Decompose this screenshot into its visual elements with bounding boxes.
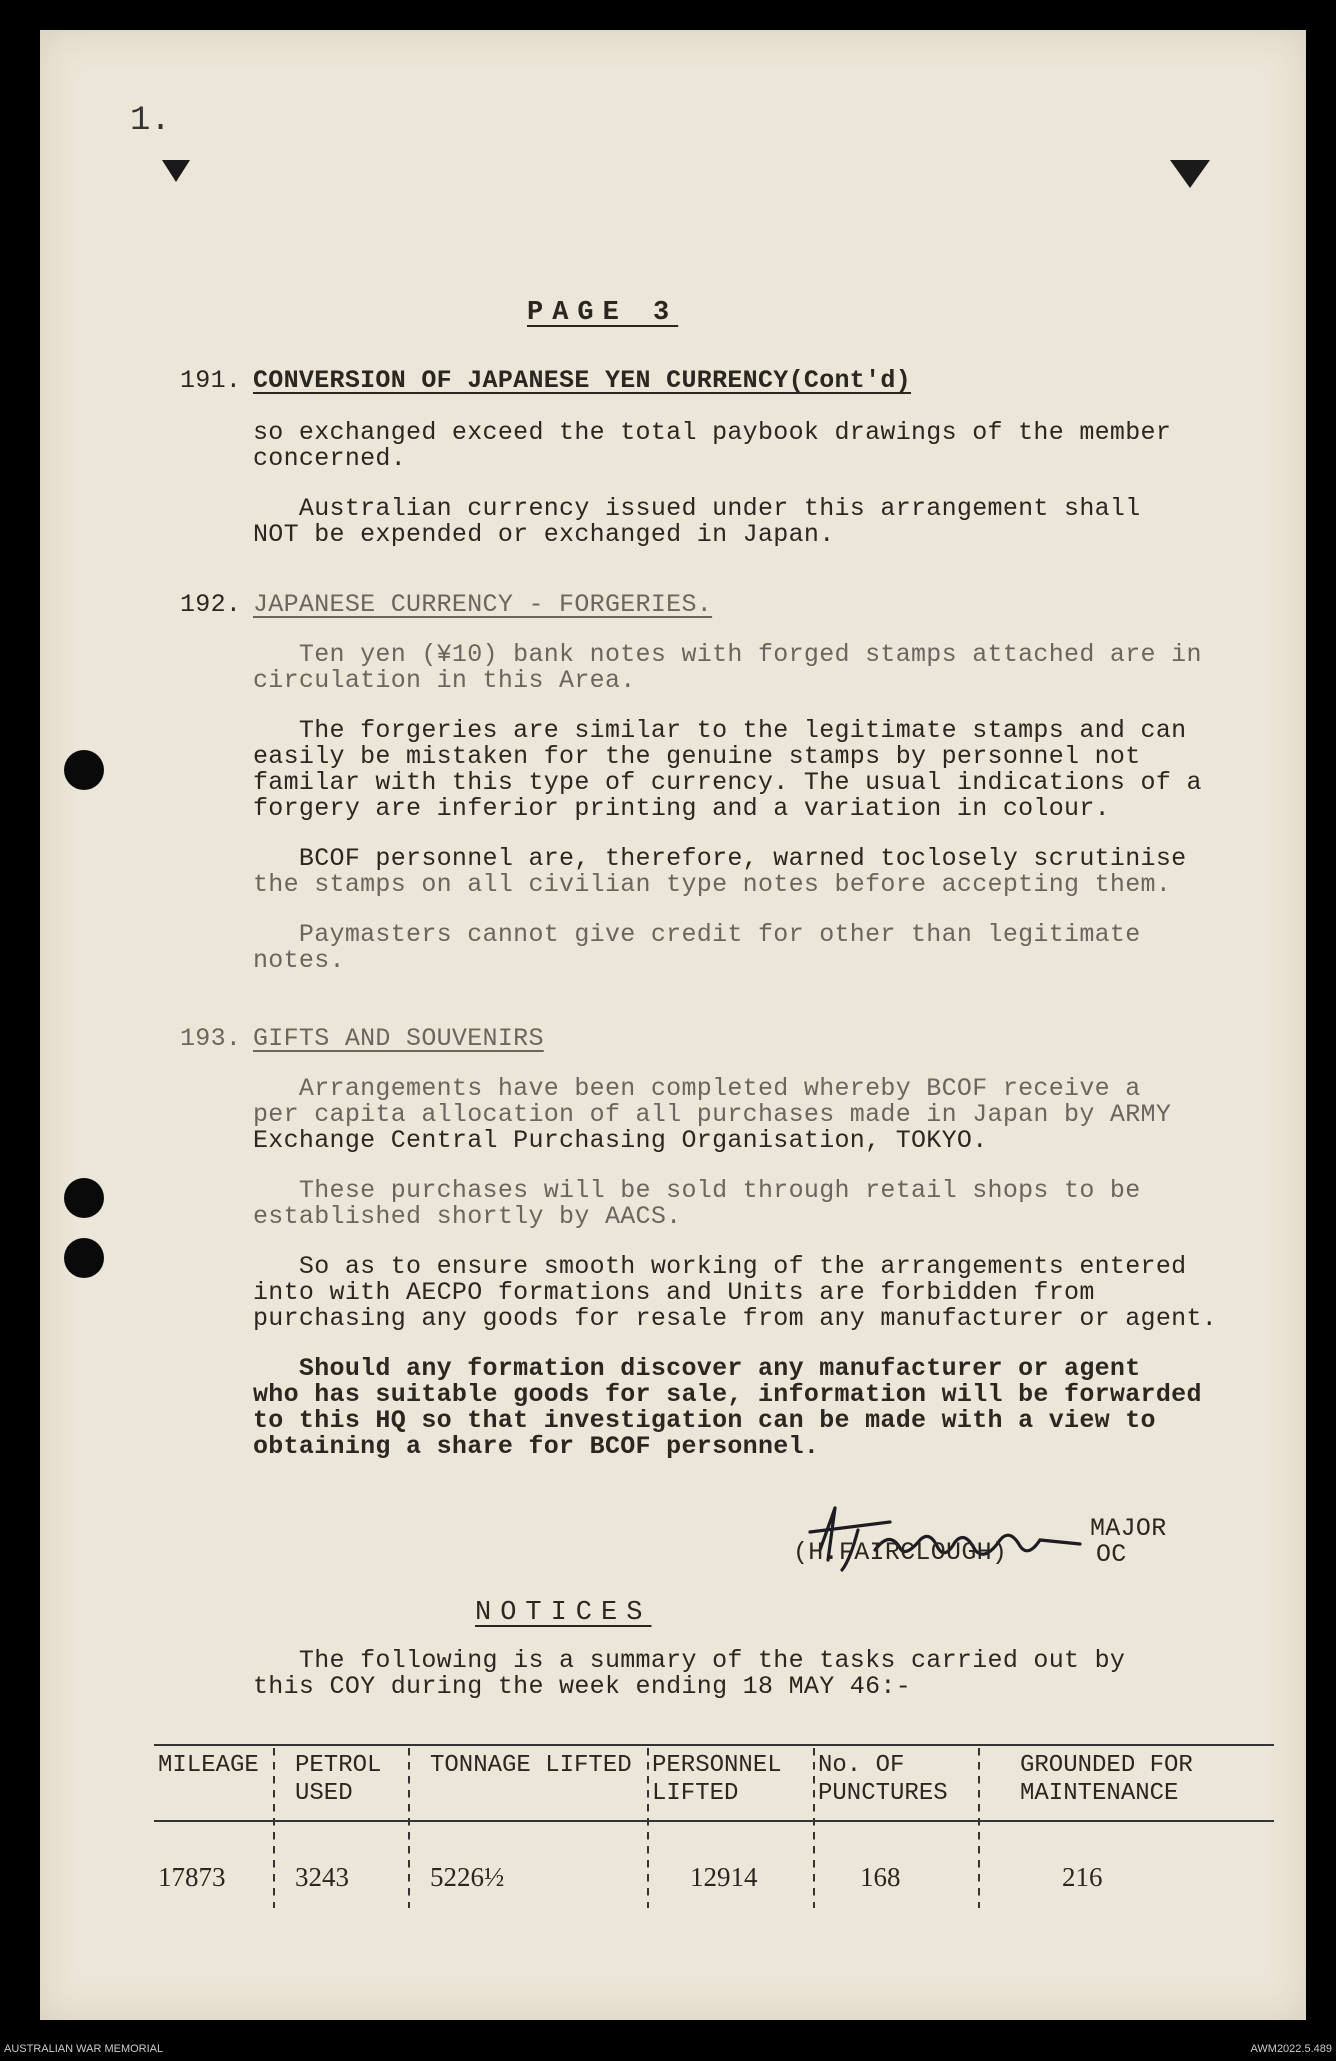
table-cell-tonnage: 5226½ bbox=[430, 1862, 505, 1892]
table-cell-mileage: 17873 bbox=[158, 1862, 226, 1892]
section-193-para4-line-4: obtaining a share for BCOF personnel. bbox=[253, 1432, 820, 1461]
table-header-petrol: PETROL USED bbox=[295, 1752, 382, 1807]
corner-mark: 1. bbox=[130, 102, 171, 140]
section-192-para2-line-3: familar with this type of currency. The usual indications of a bbox=[253, 768, 1202, 797]
section-192-para2-line-2: easily be mistaken for the genuine stamps by personnel not bbox=[253, 742, 1141, 771]
section-191-heading: CONVERSION OF JAPANESE YEN CURRENCY(Cont'd) bbox=[253, 366, 912, 395]
section-193-para2-line-1: These purchases will be sold through retail shops to be bbox=[253, 1176, 1141, 1205]
notices-title: NOTICES bbox=[475, 1598, 652, 1628]
staple-mark-left bbox=[162, 160, 190, 182]
section-192-para2-line-4: forgery are inferior printing and a variation in colour. bbox=[253, 794, 1110, 823]
table-header-personnel: PERSONNEL LIFTED bbox=[652, 1752, 782, 1807]
table-cell-petrol: 3243 bbox=[295, 1862, 349, 1892]
table-cell-punctures: 168 bbox=[860, 1862, 901, 1892]
signature-role: OC bbox=[1096, 1540, 1127, 1569]
section-193-para3-line-2: into with AECPO formations and Units are forbidden from bbox=[253, 1278, 1095, 1307]
footer-accession: AWM2022.5.489 bbox=[1250, 2043, 1332, 2055]
table-cell-personnel: 12914 bbox=[690, 1862, 758, 1892]
table-divider-4 bbox=[813, 1748, 815, 1908]
section-193-para4-line-2: who has suitable goods for sale, information will be forwarded bbox=[253, 1380, 1202, 1409]
table-divider-3 bbox=[647, 1748, 649, 1908]
section-192-para2-line-1: The forgeries are similar to the legitimate stamps and can bbox=[253, 716, 1187, 745]
section-193-para3-line-1: So as to ensure smooth working of the arrangements entered bbox=[253, 1252, 1187, 1281]
section-191-para2-line-2: NOT be expended or exchanged in Japan. bbox=[253, 520, 835, 549]
section-192-para4-line-2: notes. bbox=[253, 946, 345, 975]
section-191-number: 191. bbox=[180, 366, 242, 395]
section-192-heading: JAPANESE CURRENCY - FORGERIES. bbox=[253, 590, 713, 619]
section-193-para3-line-3: purchasing any goods for resale from any manufacturer or agent. bbox=[253, 1304, 1218, 1333]
section-192-para3-line-2: the stamps on all civilian type notes before accepting them. bbox=[253, 870, 1172, 899]
page-title: PAGE 3 bbox=[527, 298, 679, 328]
section-193-para1-line-2: per capita allocation of all purchases made in Japan by ARMY bbox=[253, 1100, 1172, 1129]
table-divider-2 bbox=[408, 1748, 410, 1908]
section-191-line-2: concerned. bbox=[253, 444, 407, 473]
signature-rank: MAJOR bbox=[1090, 1514, 1167, 1543]
section-193-para4-line-3: to this HQ so that investigation can be made with a view to bbox=[253, 1406, 1156, 1435]
section-193-heading: GIFTS AND SOUVENIRS bbox=[253, 1024, 544, 1053]
signature-name: (H.FAIRCLOUGH) bbox=[793, 1538, 1008, 1567]
notices-intro-line-1: The following is a summary of the tasks carried out by bbox=[253, 1646, 1126, 1675]
section-191-para2-line-1: Australian currency issued under this arrangement shall bbox=[253, 494, 1141, 523]
section-192-number: 192. bbox=[180, 590, 242, 619]
table-cell-grounded: 216 bbox=[1062, 1862, 1103, 1892]
document-sheet bbox=[40, 30, 1306, 2020]
table-top-rule bbox=[154, 1744, 1274, 1746]
table-header-punctures: No. OF PUNCTURES bbox=[818, 1752, 948, 1807]
table-divider-5 bbox=[978, 1748, 980, 1908]
section-192-para1-line-2: circulation in this Area. bbox=[253, 666, 636, 695]
table-divider-1 bbox=[273, 1748, 275, 1908]
section-193-para4-line-1: Should any formation discover any manufacturer or agent bbox=[253, 1354, 1141, 1383]
section-192-para3-line-1: BCOF personnel are, therefore, warned toclosely scrutinise bbox=[253, 844, 1187, 873]
section-193-number: 193. bbox=[180, 1024, 242, 1053]
punch-hole-1 bbox=[64, 750, 104, 790]
section-191-line-1: so exchanged exceed the total paybook drawings of the member bbox=[253, 418, 1172, 447]
table-header-grounded: GROUNDED FOR MAINTENANCE bbox=[1020, 1752, 1193, 1807]
punch-hole-3 bbox=[64, 1238, 104, 1278]
table-header-mileage: MILEAGE bbox=[158, 1752, 259, 1779]
section-193-para2-line-2: established shortly by AACS. bbox=[253, 1202, 682, 1231]
table-header-tonnage: TONNAGE LIFTED bbox=[430, 1752, 632, 1779]
punch-hole-2 bbox=[64, 1178, 104, 1218]
section-192-para4-line-1: Paymasters cannot give credit for other than legitimate bbox=[253, 920, 1141, 949]
staple-mark-right bbox=[1170, 160, 1210, 188]
notices-intro-line-2: this COY during the week ending 18 MAY 46:- bbox=[253, 1672, 912, 1701]
section-193-para1-line-3: Exchange Central Purchasing Organisation, TOKYO. bbox=[253, 1126, 988, 1155]
table-header-rule bbox=[154, 1820, 1274, 1822]
footer-credit: AUSTRALIAN WAR MEMORIAL bbox=[4, 2043, 164, 2055]
section-193-para1-line-1: Arrangements have been completed whereby BCOF receive a bbox=[253, 1074, 1141, 1103]
section-192-para1-line-1: Ten yen (¥10) bank notes with forged stamps attached are in bbox=[253, 640, 1202, 669]
